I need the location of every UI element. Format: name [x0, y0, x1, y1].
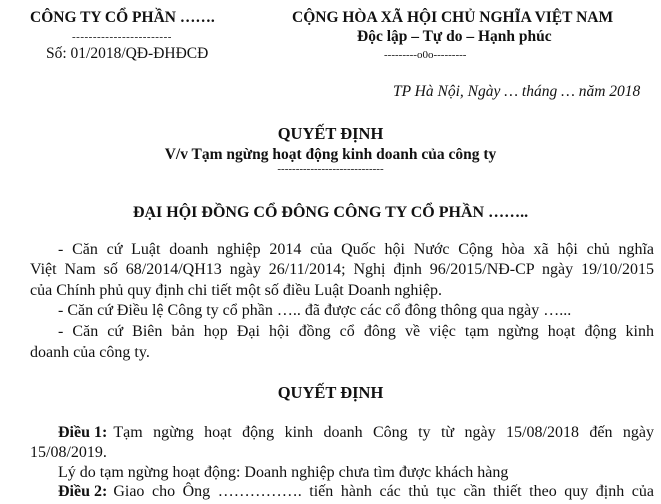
document-title: QUYẾT ĐỊNH: [277, 124, 384, 143]
article-1-reason: Lý do tạm ngừng hoạt động: Doanh nghiệp chưa tìm được khách hàng: [58, 464, 509, 481]
basis-3-line-2: doanh của công ty.: [30, 344, 150, 361]
basis-3-line-1: - Căn cứ Biên bản họp Đại hội đồng cổ đông về việc tạm ngừng hoạt động kinh: [58, 323, 654, 340]
basis-2: - Căn cứ Điều lệ Công ty cổ phần ….. đã được các cổ đông thông qua ngày …...: [58, 302, 572, 319]
nation-title: CỘNG HÒA XÃ HỘI CHỦ NGHĨA VIỆT NAM: [292, 9, 614, 26]
company-name: CÔNG TY CỔ PHẦN …….: [30, 9, 215, 26]
basis-1-line-1: - Căn cứ Luật doanh nghiệp 2014 của Quốc hội Nước Cộng hòa xã hội chủ nghĩa: [58, 241, 654, 258]
article-2-line-1: [58, 482, 654, 502]
national-motto: Độc lập – Tự do – Hạnh phúc: [357, 28, 552, 45]
place-date: TP Hà Nội, Ngày … tháng … năm 2018: [393, 83, 641, 100]
authority-heading: ĐẠI HỘI ĐỒNG CỔ ĐÔNG CÔNG TY CỔ PHẦN ……..: [132, 204, 529, 221]
article-2-text: Giao cho Ông ……………. tiến hành các thủ tục cần thiết theo quy định của: [113, 483, 654, 500]
motto-divider: ---------o0o---------: [384, 49, 467, 61]
document-number: Số: 01/2018/QĐ-ĐHĐCĐ: [46, 45, 209, 62]
article-2-label: Điều 2:: [58, 483, 108, 500]
article-1-line-2: 15/08/2019.: [30, 444, 107, 461]
basis-1-line-2: Việt Nam số 68/2014/QH13 ngày 26/11/2014; Nghị định 96/2015/NĐ-CP ngày 19/10/2015: [30, 261, 654, 278]
title-divider: -----------------------------: [277, 163, 384, 175]
article-1-text: Tạm ngừng hoạt động kinh doanh Công ty từ ngày 15/08/2018 đến ngày: [113, 424, 654, 441]
article-1-line-1: [58, 423, 654, 443]
company-divider: ------------------------: [72, 31, 172, 43]
article-1-label: Điều 1:: [58, 424, 108, 441]
decision-heading: QUYẾT ĐỊNH: [277, 383, 384, 402]
basis-1-line-3: của Chính phủ quy định chi tiết một số điều Luật Doanh nghiệp.: [30, 282, 442, 299]
document-subject: V/v Tạm ngừng hoạt động kinh doanh của công ty: [164, 146, 497, 163]
